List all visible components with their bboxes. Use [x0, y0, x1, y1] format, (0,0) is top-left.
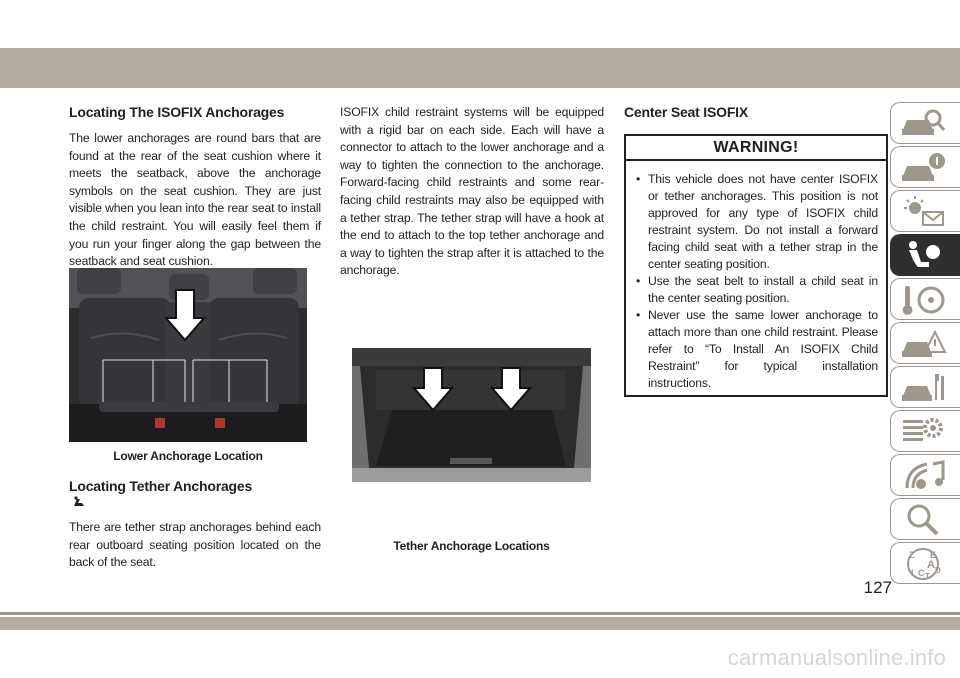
tab-customer-assistance[interactable]: [890, 498, 960, 540]
tab-getting-to-know-dash[interactable]: [890, 146, 960, 188]
multimedia-music-icon: [899, 458, 947, 494]
tab-getting-to-know-vehicle[interactable]: [890, 102, 960, 144]
index-letter: E: [930, 550, 937, 560]
warning-item: • Never use the same lower anchorage to attach more than one child restraint. Please refer to “To Install An ISOFIX Child Restraint” for typical installation instructions.: [634, 307, 878, 392]
page-number: 127: [863, 578, 892, 597]
index-letter: A: [927, 559, 935, 571]
warning-lights-message-icon: [899, 194, 947, 230]
tether-anchor-icon: [72, 496, 86, 508]
index-letter: I: [911, 568, 914, 578]
tab-warning-lights[interactable]: [890, 190, 960, 232]
section-heading-tether-anchorages: Locating Tether Anchorages: [69, 478, 253, 494]
warning-item: • This vehicle does not have center ISOFIX or tether anchorages. This position is not approved for any type of ISOFIX child restraint system. Do not install a forward facing child seat with a tether strap in the center seating position.: [634, 171, 878, 273]
bottom-rule: [0, 612, 960, 615]
rear-seat-illustration: [69, 268, 307, 442]
index-letter: T: [925, 572, 930, 581]
car-info-icon: [899, 150, 947, 186]
section-heading-center-seat: Center Seat ISOFIX: [624, 104, 748, 120]
tab-starting-operating[interactable]: [890, 278, 960, 320]
index-letter: Z: [909, 550, 915, 560]
tether-anchorage-caption: Tether Anchorage Locations: [393, 539, 550, 553]
index-letter: D: [935, 566, 941, 575]
paragraph-tether-anchorages: There are tether strap anchorages behind each rear outboard seating position located on the back of the seat.: [69, 520, 321, 570]
warning-item: • Use the seat belt to install a child seat in the center seating position.: [634, 273, 878, 307]
tab-safety[interactable]: [890, 234, 960, 276]
top-header-band: [0, 48, 960, 88]
lower-anchorage-caption: Lower Anchorage Location: [113, 449, 263, 463]
car-hazard-icon: [899, 326, 947, 362]
cargo-area-illustration: [352, 348, 591, 482]
magnifier-icon: [899, 502, 947, 538]
tab-in-case-of-emergency[interactable]: [890, 322, 960, 364]
watermark: carmanualsonline.info: [727, 645, 946, 670]
tab-technical-specifications[interactable]: [890, 410, 960, 452]
column-2: [340, 104, 604, 280]
column-3: [624, 104, 888, 130]
specifications-gear-icon: [899, 414, 947, 450]
key-steering-wheel-icon: [899, 282, 947, 318]
bottom-footer-band: [0, 617, 960, 630]
paragraph-isofix-systems: ISOFIX child restraint systems will be equipped with a rigid bar on each side. Each will have a connector to attach to the lower anchorage and a way to tighten the connection to the anchorage. Forward-facing child restraints and some rear-facing child restraints may also be equipped with a tether strap. The tether strap will have a hook at the end to attach to the top tether anchorage and a way to tighten the strap after it is attached to the anchorage.: [340, 105, 604, 278]
column-1: [69, 104, 321, 271]
tab-multimedia[interactable]: [890, 454, 960, 496]
section-heading-locating-isofix: Locating The ISOFIX Anchorages: [69, 104, 285, 120]
warning-box: [624, 134, 888, 397]
tether-anchorage-photo: [352, 348, 591, 482]
index-letters-icon: [899, 546, 947, 582]
car-wrench-icon: [899, 370, 947, 406]
index-letter: C: [918, 568, 925, 578]
seated-person-airbag-icon: [899, 238, 947, 274]
tab-servicing-maintenance[interactable]: [890, 366, 960, 408]
lower-anchorage-photo: [69, 268, 307, 442]
warning-list: [626, 161, 886, 392]
paragraph-lower-anchorages: The lower anchorages are round bars that are found at the rear of the seat cushion where it meets the seatback, above the anchorage symbols on the seat cushion. They are just visible when you lean into the rear seat to install the child restraint. You will easily feel them if you run your finger along the gap between the seatback and seat cushion.: [69, 131, 321, 269]
car-magnifier-icon: [899, 106, 947, 142]
warning-title: WARNING!: [626, 136, 886, 161]
tab-index[interactable]: [890, 542, 960, 584]
